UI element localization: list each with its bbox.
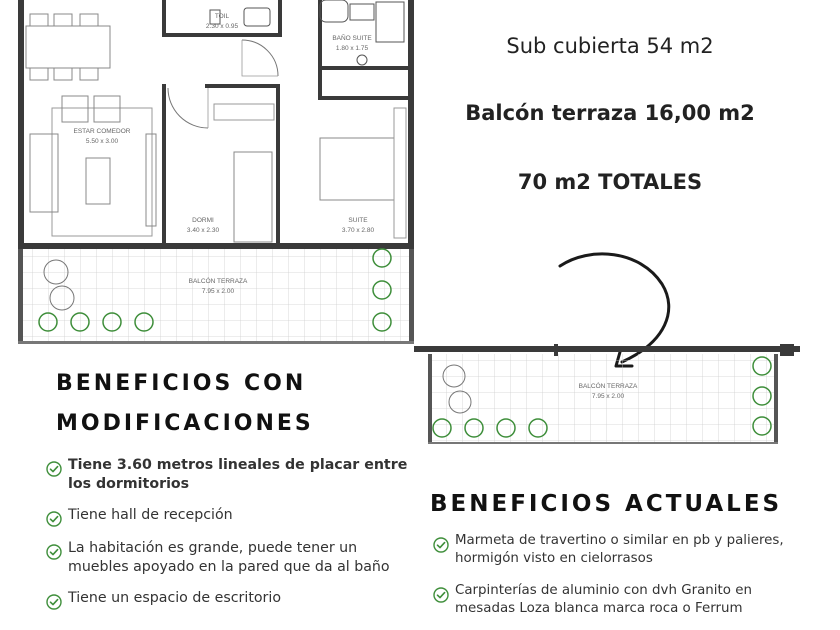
modificaciones-title-line1: BENEFICIOS CON <box>56 371 307 396</box>
area-cubierta: Sub cubierta 54 m2 <box>506 34 714 58</box>
room-label-toil: TOIL <box>214 13 230 20</box>
modificaciones-title <box>56 364 416 444</box>
check-icon <box>433 587 449 603</box>
list-item <box>46 589 416 608</box>
item-text: Tiene 3.60 metros lineales de placar entre los dormitorios <box>68 457 408 492</box>
modificaciones-title-line2: MODIFICACIONES <box>56 411 314 436</box>
room-dim-balcon: 7.95 x 2.00 <box>201 288 235 295</box>
room-label-suite: SUITE <box>348 217 368 224</box>
check-icon <box>46 511 62 527</box>
room-dim-bano-suite: 1.80 x 1.75 <box>335 45 369 52</box>
room-dim-suite: 3.70 x 2.80 <box>341 227 375 234</box>
actuales-title: BENEFICIOS ACTUALES <box>430 491 783 517</box>
check-icon <box>46 461 62 477</box>
item-text: Marmeta de travertino o similar en pb y palieres, hormigón visto en cielorrasos <box>455 533 784 566</box>
list-item <box>433 582 813 618</box>
balcony-detail <box>414 344 800 450</box>
area-total: 70 m2 TOTALES <box>517 170 703 194</box>
list-item <box>46 456 416 494</box>
check-icon <box>433 537 449 553</box>
item-text: Tiene hall de recepción <box>68 507 233 523</box>
list-item <box>46 539 416 577</box>
balcony-detail-dim: 7.95 x 2.00 <box>591 393 625 400</box>
check-icon <box>46 544 62 560</box>
actuales-list <box>433 532 813 618</box>
balcony-detail-label: BALCÓN TERRAZA <box>578 383 638 390</box>
room-dim-dormi: 3.40 x 2.30 <box>186 227 220 234</box>
item-text: La habitación es grande, puede tener un muebles apoyado en la pared que da al baño <box>68 540 390 575</box>
item-text: Tiene un espacio de escritorio <box>68 590 282 606</box>
room-label-estar-comedor: ESTAR COMEDOR <box>73 128 131 135</box>
area-balcon: Balcón terraza 16,00 m2 <box>465 101 755 125</box>
room-dim-estar-comedor: 5.50 x 3.00 <box>85 138 119 145</box>
list-item <box>433 532 813 568</box>
modificaciones-list <box>46 456 416 608</box>
room-label-balcon: BALCÓN TERRAZA <box>188 278 248 285</box>
item-text: Carpinterías de aluminio con dvh Granito en mesadas Loza blanca marca roca o Ferrum <box>455 583 752 616</box>
room-dim-toil: 2.30 x 0.95 <box>205 23 239 30</box>
floor-plan <box>0 0 420 350</box>
room-label-bano-suite: BAÑO SUITE <box>332 35 372 42</box>
room-label-dormi: DORMI <box>192 217 214 224</box>
check-icon <box>46 594 62 610</box>
list-item <box>46 506 416 525</box>
